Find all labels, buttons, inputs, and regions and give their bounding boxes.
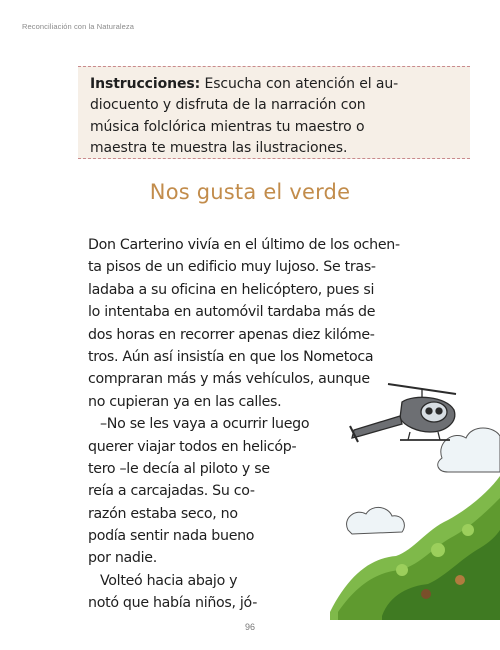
story-line: podía sentir nada bueno: [88, 528, 255, 545]
hill-icon: [330, 476, 500, 620]
instructions-label: Instrucciones:: [90, 76, 201, 92]
story-line: notó que había niños, jó-: [88, 595, 258, 612]
story-line: dos horas en recorrer apenas diez kilóme-: [88, 326, 375, 343]
helicopter-over-hill-icon: [330, 380, 500, 620]
page-number: 96: [244, 622, 255, 632]
instructions-text: [90, 74, 460, 159]
story-line: tros. Aún así insistía en que los Nometoca: [88, 348, 374, 365]
story-line: Don Carterino vivía en el último de los ochen-: [88, 237, 400, 253]
instructions-line-3: música folclórica mientras tu maestro o: [90, 118, 365, 135]
running-header: Reconciliación con la Naturaleza: [22, 22, 135, 31]
story-line: ta pisos de un edificio muy lujoso. Se tras-: [88, 259, 376, 276]
story-line: compraran más y más vehículos, aunque: [88, 371, 370, 388]
story-line: querer viajar todos en helicóp-: [88, 438, 297, 455]
instructions-box: [78, 66, 470, 159]
helicopter-icon: [350, 384, 456, 442]
story-line: tero –le decía al piloto y se: [88, 460, 270, 477]
instructions-line-4: maestra te muestra las ilustraciones.: [90, 139, 348, 156]
story-line: Volteó hacia abajo y: [100, 572, 238, 589]
story-line: lo intentaba en automóvil tardaba más de: [88, 304, 376, 321]
instructions-line-1: Escucha con atención el au-: [200, 76, 399, 92]
story-line: ladaba a su oficina en helicóptero, pues si: [88, 281, 375, 298]
story-line: por nadie.: [88, 550, 157, 567]
instructions-line-2: diocuento y disfruta de la narración con: [90, 97, 366, 114]
story-line: no cupieran ya en las calles.: [88, 393, 282, 410]
story-line: –No se les vaya a ocurrir luego: [100, 416, 310, 433]
story-line: razón estaba seco, no: [88, 505, 238, 522]
story-title: Nos gusta el verde: [149, 180, 351, 204]
story-line: reía a carcajadas. Su co-: [88, 483, 255, 500]
